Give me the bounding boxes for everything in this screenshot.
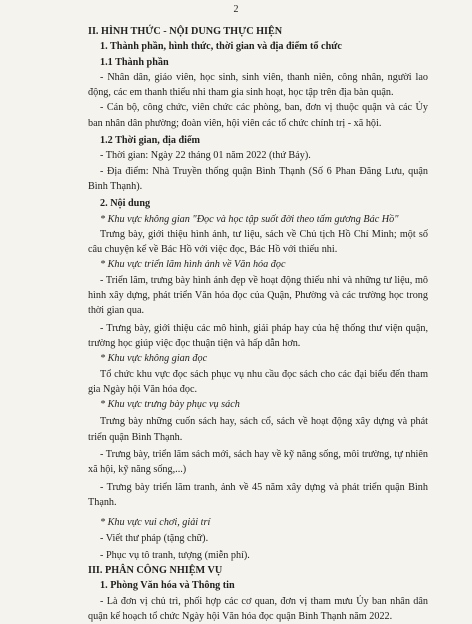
- area-heading: * Khu vực không gian "Đọc và học tập suốt đời theo tấm gương Bác Hồ": [100, 213, 399, 225]
- paragraph: - Thời gian: Ngày 22 tháng 01 năm 2022 (thứ Bảy).: [100, 150, 311, 162]
- area-heading: * Khu vực vui chơi, giải trí: [100, 517, 211, 529]
- paragraph: - Triển lãm, trưng bày hình ảnh đẹp về hoạt động thiếu nhi và những tư liệu, mô hình xây dựng, phát triển Văn hóa đọc của Quận, Phường và các trường học trong thời gian qua.: [88, 274, 428, 317]
- section-heading: II. HÌNH THỨC - NỘI DUNG THỰC HIỆN: [88, 26, 283, 37]
- paragraph: - Trưng bày, triển lãm sách mới, sách hay về kỹ năng sống, môi trường, tự nhiên xã hội, kỹ năng sống,...): [88, 449, 428, 476]
- area-heading: * Khu vực triển lãm hình ảnh về Văn hóa đọc: [100, 259, 286, 271]
- paragraph: Trưng bày những cuốn sách hay, sách cổ, sách về hoạt động xây dựng và phát triển quận Bình Thạnh.: [88, 416, 428, 443]
- subsection-heading: 1.2 Thời gian, địa điểm: [100, 135, 200, 147]
- document-body: [88, 24, 428, 624]
- paragraph: - Địa điểm: Nhà Truyền thống quận Bình Thạnh (Số 6 Phan Đăng Lưu, quận Bình Thạnh).: [88, 165, 428, 192]
- area-heading: * Khu vực không gian đọc: [100, 353, 208, 365]
- subsection-heading: 1. Thành phần, hình thức, thời gian và địa điểm tổ chức: [100, 41, 342, 53]
- page-number: 2: [233, 4, 239, 15]
- subsection-heading: 2. Nội dung: [100, 198, 151, 210]
- paragraph: Trưng bày, giới thiệu hình ảnh, tư liệu, sách về Chủ tịch Hồ Chí Minh; một số câu chuyện kể về Bác Hồ với việc đọc, Bác Hồ với thiếu nhi.: [88, 228, 428, 256]
- subsection-heading: 1. Phòng Văn hóa và Thông tin: [100, 580, 235, 592]
- paragraph: - Trưng bày, giới thiệu các mô hình, giải pháp hay của hệ thống thư viện quận, trường học giúp việc đọc thuận tiện và hấp dẫn hơn.: [88, 322, 428, 349]
- paragraph: Tổ chức khu vực đọc sách phục vụ nhu cầu đọc sách cho các đại biểu đến tham gia Ngày hội Văn hóa đọc.: [88, 368, 428, 395]
- paragraph: - Cán bộ, công chức, viên chức các phòng, ban, đơn vị thuộc quận và các Ủy ban nhân dân phường; đoàn viên, hội viên các tổ chức chính trị - xã hội.: [88, 102, 428, 129]
- area-heading: * Khu vực trưng bày phục vụ sách: [100, 399, 240, 411]
- section-heading: III. PHÂN CÔNG NHIỆM VỤ: [88, 565, 223, 577]
- paragraph: - Nhân dân, giáo viên, học sinh, sinh viên, thanh niên, công nhân, người lao động, các em thanh thiếu nhi tham gia sinh hoạt, học tập trên địa bàn quận.: [88, 71, 428, 99]
- paragraph: - Trưng bày triển lãm tranh, ảnh về 45 năm xây dựng và phát triển quận Bình Thạnh.: [88, 481, 428, 508]
- subsection-heading: 1.1 Thành phần: [100, 56, 169, 68]
- paragraph: - Viết thư pháp (tặng chữ).: [100, 532, 209, 544]
- paragraph: - Là đơn vị chủ trì, phối hợp các cơ quan, đơn vị tham mưu Ủy ban nhân dân quận kế hoạch tổ chức Ngày hội Văn hóa đọc quận Bình Thạnh năm 2022.: [88, 595, 428, 622]
- paragraph: - Phục vụ tô tranh, tượng (miễn phí).: [100, 549, 250, 561]
